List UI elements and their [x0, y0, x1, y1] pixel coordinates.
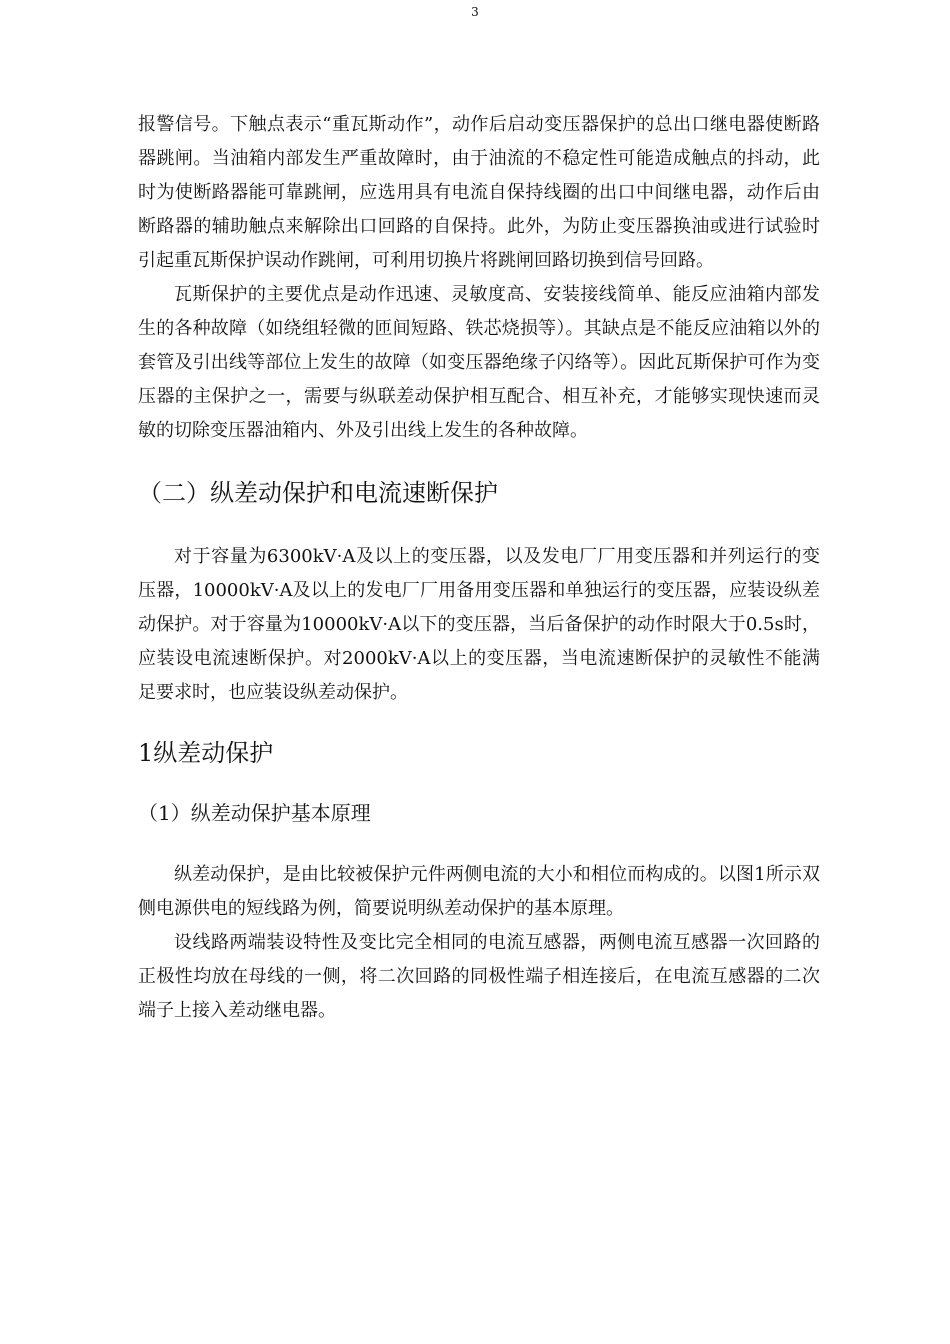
paragraph-differential-requirements: 对于容量为6300kV·A及以上的变压器，以及发电厂厂用变压器和并列运行的变压器，10000kV·A及以上的发电厂厂用备用变压器和单独运行的变压器，应装设纵差动保护。对于容量为10000kV·A以下的变压器，当后备保护的动作时限大于0.5s时，应装设电流速断保护。对2000kV·A以上的变压器，当电流速断保护的灵敏性不能满足要求时，也应装设纵差动保护。	[138, 546, 820, 703]
paragraph-gas-protection-trip: 报警信号。下触点表示“重瓦斯动作”，动作后启动变压器保护的总出口继电器使断路器跳闸。当油箱内部发生严重故障时，由于油流的不稳定性可能造成触点的抖动，此时为使断路器能可靠跳闸，应选用具有电流自保持线圈的出口中间继电器，动作后由断路器的辅助触点来解除出口回路的自保持。此外，为防止变压器换油或进行试验时引起重瓦斯保护误动作跳闸，可利用切换片将跳闸回路切换到信号回路。	[138, 114, 820, 271]
page-number: 3	[471, 5, 479, 19]
section-heading-differential-and-overcurrent: （二）纵差动保护和电流速断保护	[138, 479, 498, 507]
paragraph-basic-principle: 纵差动保护，是由比较被保护元件两侧电流的大小和相位而构成的。以图1所示双侧电源供电的短线路为例，简要说明纵差动保护的基本原理。	[138, 864, 820, 919]
document-body	[138, 108, 820, 1028]
subsection-heading-differential-protection: 1纵差动保护	[138, 739, 274, 767]
subsubsection-heading-basic-principle: （1）纵差动保护基本原理	[138, 801, 371, 825]
paragraph-current-transformer-setup: 设线路两端装设特性及变比完全相同的电流互感器，两侧电流互感器一次回路的正极性均放在母线的一侧，将二次回路的同极性端子相连接后，在电流互感器的二次端子上接入差动继电器。	[138, 932, 820, 1021]
paragraph-gas-protection-pros-cons: 瓦斯保护的主要优点是动作迅速、灵敏度高、安装接线简单、能反应油箱内部发生的各种故障（如绕组轻微的匝间短路、铁芯烧损等）。其缺点是不能反应油箱以外的套管及引出线等部位上发生的故障（如变压器绝缘子闪络等）。因此瓦斯保护可作为变压器的主保护之一，需要与纵联差动保护相互配合、相互补充，才能够实现快速而灵敏的切除变压器油箱内、外及引出线上发生的各种故障。	[138, 284, 820, 441]
